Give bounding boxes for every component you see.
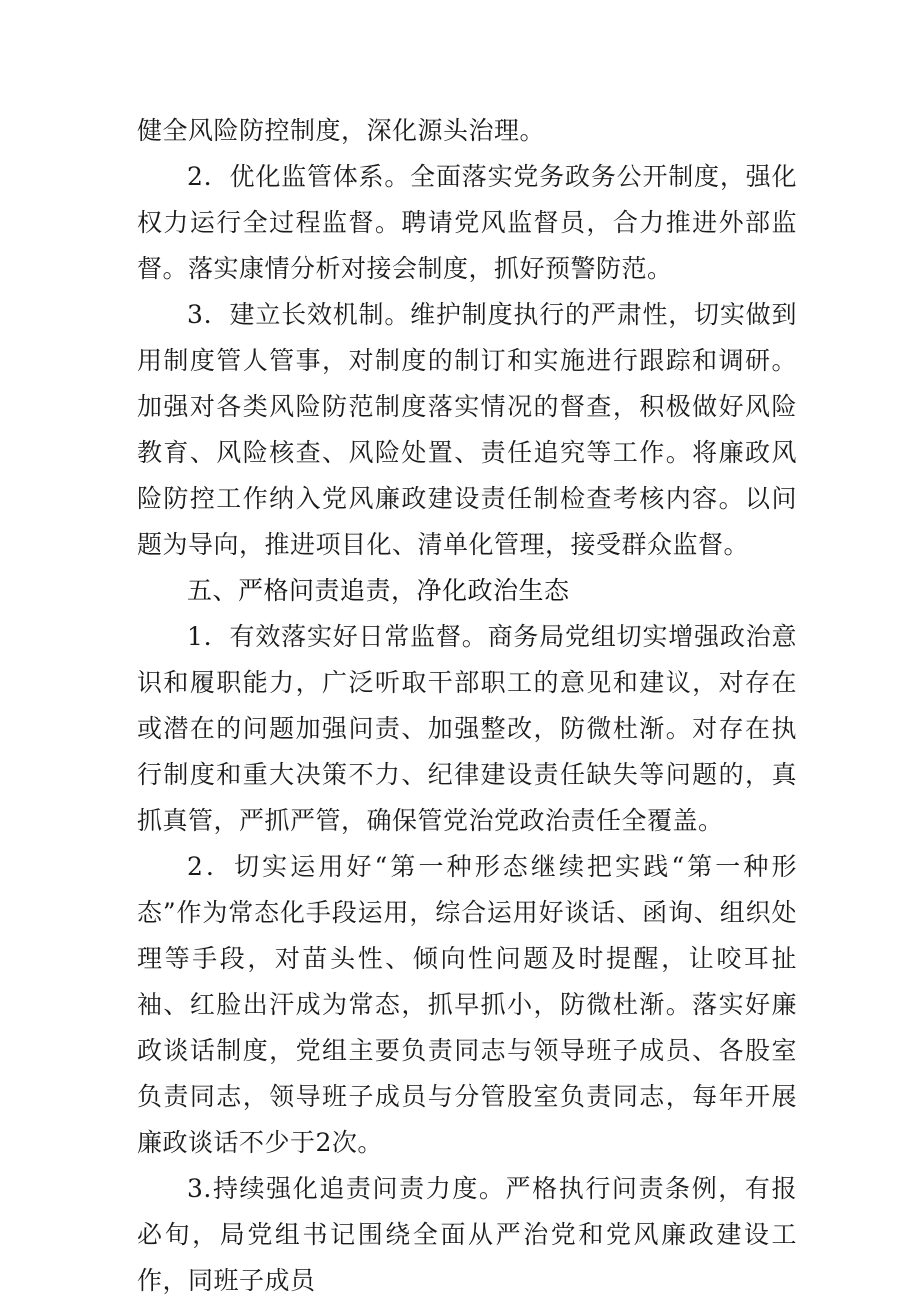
section-heading-five: 五、严格问责追责，净化政治生态 <box>187 576 570 605</box>
paragraph-item-1-daily-supervision: 1．有效落实好日常监督。商务局党组切实增强政治意识和履职能力，广泛听取干部职工的意见和建议，对存在或潜在的问题加强问责、加强整改，防微杜渐。对存在执行制度和重大决策不力、纪律建设责任缺失等问题的，真抓真管，严抓严管，确保管党治党政治责任全覆盖。 <box>137 622 797 835</box>
paragraph-item-2-supervision-system: 2．优化监管体系。全面落实党务政务公开制度，强化权力运行全过程监督。聘请党风监督员，合力推进外部监督。落实康情分析对接会制度，抓好预警防范。 <box>137 162 797 283</box>
paragraph-continuation: 健全风险防控制度，深化源头治理。 <box>137 116 546 145</box>
paragraph-item-2-first-form: 2．切实运用好“第一种形态继续把实践“第一种形态”作为常态化手段运用，综合运用好谈话、函询、组织处理等手段，对苗头性、倾向性问题及时提醒，让咬耳扯袖、红脸出汗成为常态，抓早抓小，防微杜渐。落实好廉政谈话制度，党组主要负责同志与领导班子成员、各股室负责同志，领导班子成员与分管股室负责同志，每年开展廉政谈话不少于2次。 <box>137 852 797 1157</box>
paragraph-item-3-accountability: 3.持续强化追责问责力度。严格执行问责条例，有报必旬，局党组书记围绕全面从严治党和党风廉政建设工作，同班子成员 <box>137 1174 797 1295</box>
paragraph-item-3-long-term-mechanism: 3．建立长效机制。维护制度执行的严肃性，切实做到用制度管人管事，对制度的制订和实施进行跟踪和调研。加强对各类风险防范制度落实情况的督查，积极做好风险教育、风险核查、风险处置、责任追究等工作。将廉政风险防控工作纳入党风廉政建设责任制检查考核内容。以问题为导向，推进项目化、清单化管理，接受群众监督。 <box>137 300 797 559</box>
document-body <box>137 108 797 1304</box>
